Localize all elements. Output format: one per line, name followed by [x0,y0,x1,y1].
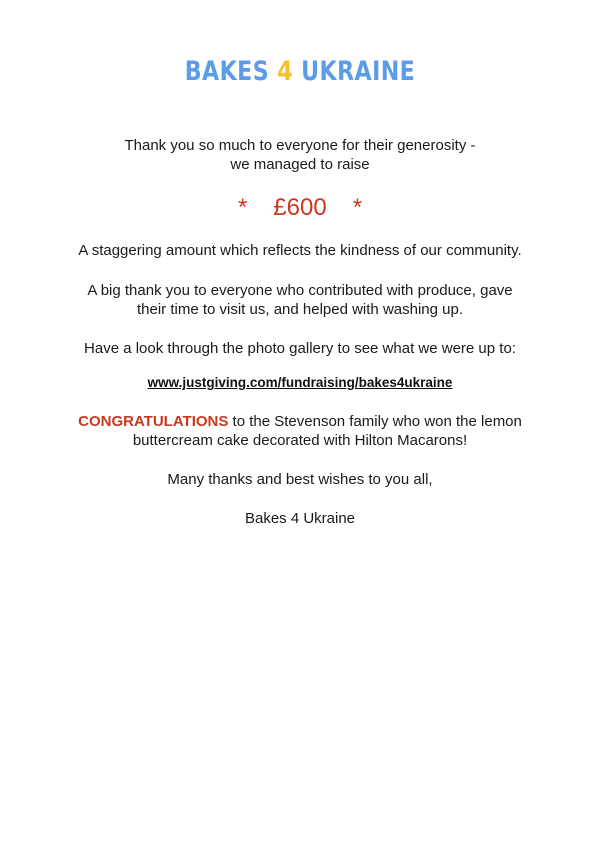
amount-value: £600 [273,194,327,221]
congrats-line-1-rest: to the Stevenson family who won the lemon [228,413,522,430]
title-word-4: 4 [277,56,294,87]
gallery-text: Have a look through the photo gallery to see what we were up to: [84,340,516,357]
title-word-bakes: BAKES [184,56,270,87]
amount-star-left: * [237,194,248,221]
intro-line-1: Thank you so much to everyone for their generosity - [124,137,476,154]
amount-star-right: * [352,194,363,221]
intro-line-2: we managed to raise [230,156,370,173]
thanks-line-2: their time to visit us, and helped with washing up. [136,301,463,318]
page-title [54,52,546,92]
thanks-line-1: A big thank you to everyone who contributed with produce, gave [87,282,513,299]
staggering-text: A staggering amount which reflects the kindness of our community. [78,242,522,259]
congratulations-word: CONGRATULATIONS [78,413,229,430]
signature: Bakes 4 Ukraine [244,510,356,527]
title-word-ukraine: UKRAINE [301,56,416,87]
congrats-line-2: buttercream cake decorated with Hilton Macarons! [132,432,468,449]
justgiving-link[interactable]: www.justgiving.com/fundraising/bakes4ukraine [147,375,453,390]
closing-text: Many thanks and best wishes to you all, [167,471,433,488]
amount-raised [0,192,600,224]
congrats-line-1 [0,412,600,432]
